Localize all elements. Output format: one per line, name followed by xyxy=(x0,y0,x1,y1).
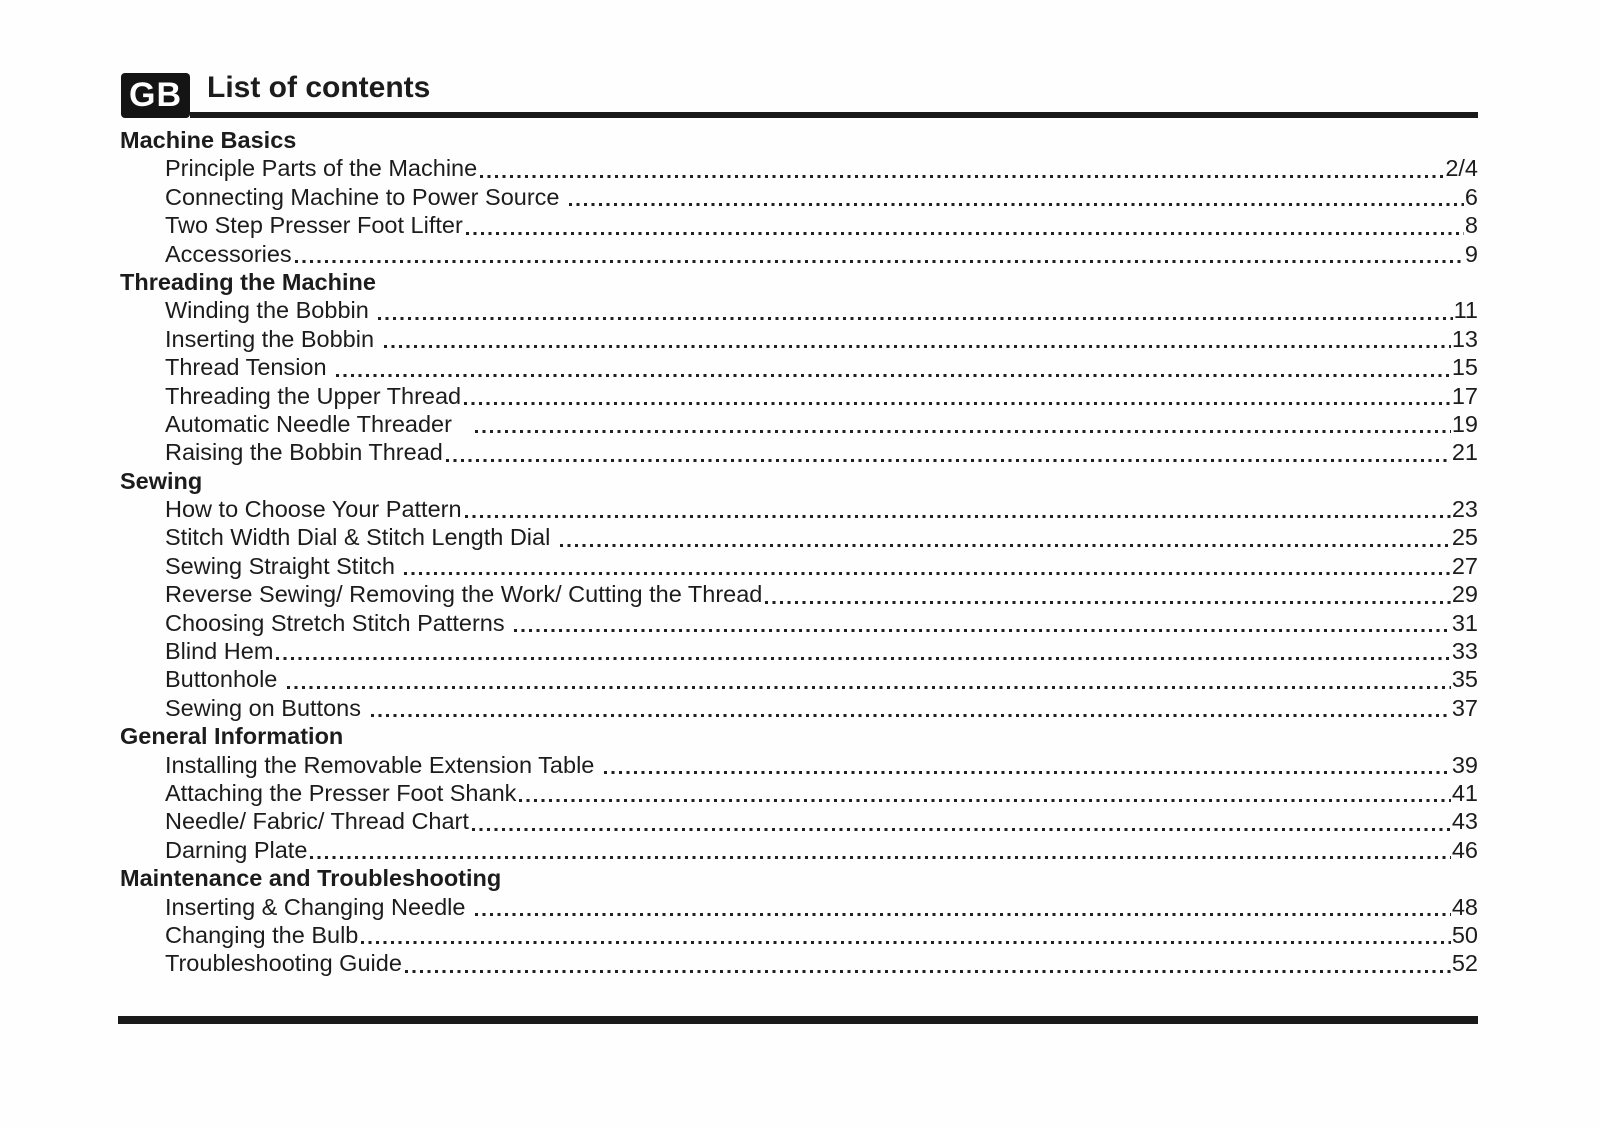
toc-section-heading: General Information xyxy=(120,723,344,750)
toc-entry-page: 33 xyxy=(1451,638,1478,665)
footer-rule xyxy=(118,1016,1478,1024)
toc-entry xyxy=(120,410,1478,438)
toc-entry xyxy=(120,609,1478,637)
toc-entry xyxy=(120,552,1478,580)
toc-entry-page: 43 xyxy=(1451,808,1478,835)
toc-entry-title: Accessories xyxy=(165,240,292,267)
dot-leader xyxy=(604,771,1451,774)
toc-entry-page: 19 xyxy=(1451,410,1478,437)
toc-entry-page: 27 xyxy=(1451,552,1478,579)
page-title: List of contents xyxy=(207,71,431,104)
toc-entry-page: 50 xyxy=(1451,921,1478,948)
toc-entry-page: 17 xyxy=(1451,382,1478,409)
dot-leader xyxy=(465,515,1451,518)
toc-entry-title: Winding the Bobbin xyxy=(165,297,376,324)
toc-entry-title: Inserting the Bobbin xyxy=(165,325,381,352)
toc-entry-title: Troubleshooting Guide xyxy=(165,950,402,977)
dot-leader xyxy=(480,175,1444,178)
toc-entry-title: Two Step Presser Foot Lifter xyxy=(165,212,463,239)
toc-entry-page: 35 xyxy=(1451,666,1478,693)
dot-leader xyxy=(560,544,1451,547)
dot-leader xyxy=(295,260,1464,263)
toc-entry-page: 25 xyxy=(1451,524,1478,551)
toc-entry-title: Sewing on Buttons xyxy=(165,694,368,721)
dot-leader xyxy=(472,828,1451,831)
toc-entry xyxy=(120,353,1478,381)
dot-leader xyxy=(405,970,1451,973)
toc-entry-page: 52 xyxy=(1451,950,1478,977)
toc-entry-page: 2/4 xyxy=(1445,155,1478,182)
toc-section-heading: Threading the Machine xyxy=(120,268,376,295)
toc-entry-title: Threading the Upper Thread xyxy=(165,382,462,409)
dot-leader xyxy=(475,430,1451,433)
toc-entry xyxy=(120,523,1478,551)
toc-entry xyxy=(120,665,1478,693)
toc-entry-title: Darning Plate xyxy=(165,836,308,863)
toc-entry-page: 11 xyxy=(1453,297,1478,324)
toc-entry xyxy=(120,637,1478,665)
toc-entry-title: Reverse Sewing/ Removing the Work/ Cutting the Thread xyxy=(165,581,763,608)
header-rule xyxy=(190,73,1478,118)
toc-entry xyxy=(120,211,1478,239)
dot-leader xyxy=(519,799,1450,802)
toc-entry-title: Raising the Bobbin Thread xyxy=(165,439,443,466)
toc-entry-title: Principle Parts of the Machine xyxy=(165,155,478,182)
language-badge: GB xyxy=(121,73,190,118)
toc-entry-page: 46 xyxy=(1451,836,1478,863)
toc-entry-title: Sewing Straight Stitch xyxy=(165,552,402,579)
toc-entry-title: Connecting Machine to Power Source xyxy=(165,183,567,210)
dot-leader xyxy=(336,374,1451,377)
toc-entry xyxy=(120,382,1478,410)
dot-leader xyxy=(514,629,1451,632)
dot-leader xyxy=(384,345,1451,348)
toc-section-heading: Sewing xyxy=(120,467,203,494)
toc-entry xyxy=(120,836,1478,864)
toc-entry-title: Needle/ Fabric/ Thread Chart xyxy=(165,808,469,835)
toc-entry-page: 31 xyxy=(1451,609,1478,636)
toc-entry-title: Automatic Needle Threader xyxy=(165,410,472,437)
toc-entry-page: 41 xyxy=(1451,779,1478,806)
dot-leader xyxy=(464,402,1451,405)
toc-entry-page: 23 xyxy=(1451,496,1478,523)
dot-leader xyxy=(475,913,1451,916)
toc-entry-title: Thread Tension xyxy=(165,354,334,381)
dot-leader xyxy=(276,657,1450,660)
toc-entry-page: 6 xyxy=(1464,183,1478,210)
toc-entry-title: Stitch Width Dial & Stitch Length Dial xyxy=(165,524,557,551)
toc-entry-page: 37 xyxy=(1451,694,1478,721)
toc-entry xyxy=(120,751,1478,779)
toc-entry xyxy=(120,949,1478,977)
toc-entry xyxy=(120,921,1478,949)
toc-entry xyxy=(120,893,1478,921)
dot-leader xyxy=(378,317,1452,320)
dot-leader xyxy=(361,941,1450,944)
toc-entry-page: 21 xyxy=(1451,439,1478,466)
dot-leader xyxy=(310,856,1450,859)
toc-entry-page: 8 xyxy=(1464,212,1478,239)
toc-entry-title: Installing the Removable Extension Table xyxy=(165,751,601,778)
toc-entry xyxy=(120,154,1478,182)
toc-entry-title: How to Choose Your Pattern xyxy=(165,496,462,523)
toc-entry-page: 9 xyxy=(1464,240,1478,267)
dot-leader xyxy=(466,232,1464,235)
toc-entry xyxy=(120,495,1478,523)
toc-section-heading: Machine Basics xyxy=(120,127,297,153)
toc-entry xyxy=(120,694,1478,722)
toc-entry-title: Blind Hem xyxy=(165,638,274,665)
toc-entry-page: 29 xyxy=(1451,581,1478,608)
toc-entry-title: Changing the Bulb xyxy=(165,921,359,948)
dot-leader xyxy=(287,686,1451,689)
toc-entry xyxy=(120,580,1478,608)
toc-entry-title: Inserting & Changing Needle xyxy=(165,893,473,920)
toc xyxy=(120,126,1478,978)
dot-leader xyxy=(569,203,1464,206)
toc-entry xyxy=(120,240,1478,268)
dot-leader xyxy=(765,601,1450,604)
toc-entry xyxy=(120,183,1478,211)
dot-leader xyxy=(404,572,1450,575)
toc-entry xyxy=(120,296,1478,324)
toc-entry-title: Attaching the Presser Foot Shank xyxy=(165,779,517,806)
toc-entry-page: 48 xyxy=(1451,893,1478,920)
toc-entry-page: 13 xyxy=(1451,325,1478,352)
dot-leader xyxy=(446,459,1451,462)
toc-entry xyxy=(120,325,1478,353)
toc-entry xyxy=(120,779,1478,807)
toc-entry-page: 15 xyxy=(1451,354,1478,381)
toc-entry xyxy=(120,807,1478,835)
dot-leader xyxy=(371,714,1451,717)
toc-section-heading: Maintenance and Troubleshooting xyxy=(120,865,502,892)
page-header xyxy=(121,73,1478,118)
toc-entry-page: 39 xyxy=(1451,751,1478,778)
toc-entry xyxy=(120,438,1478,466)
toc-entry-title: Buttonhole xyxy=(165,666,284,693)
toc-entry-title: Choosing Stretch Stitch Patterns xyxy=(165,609,512,636)
